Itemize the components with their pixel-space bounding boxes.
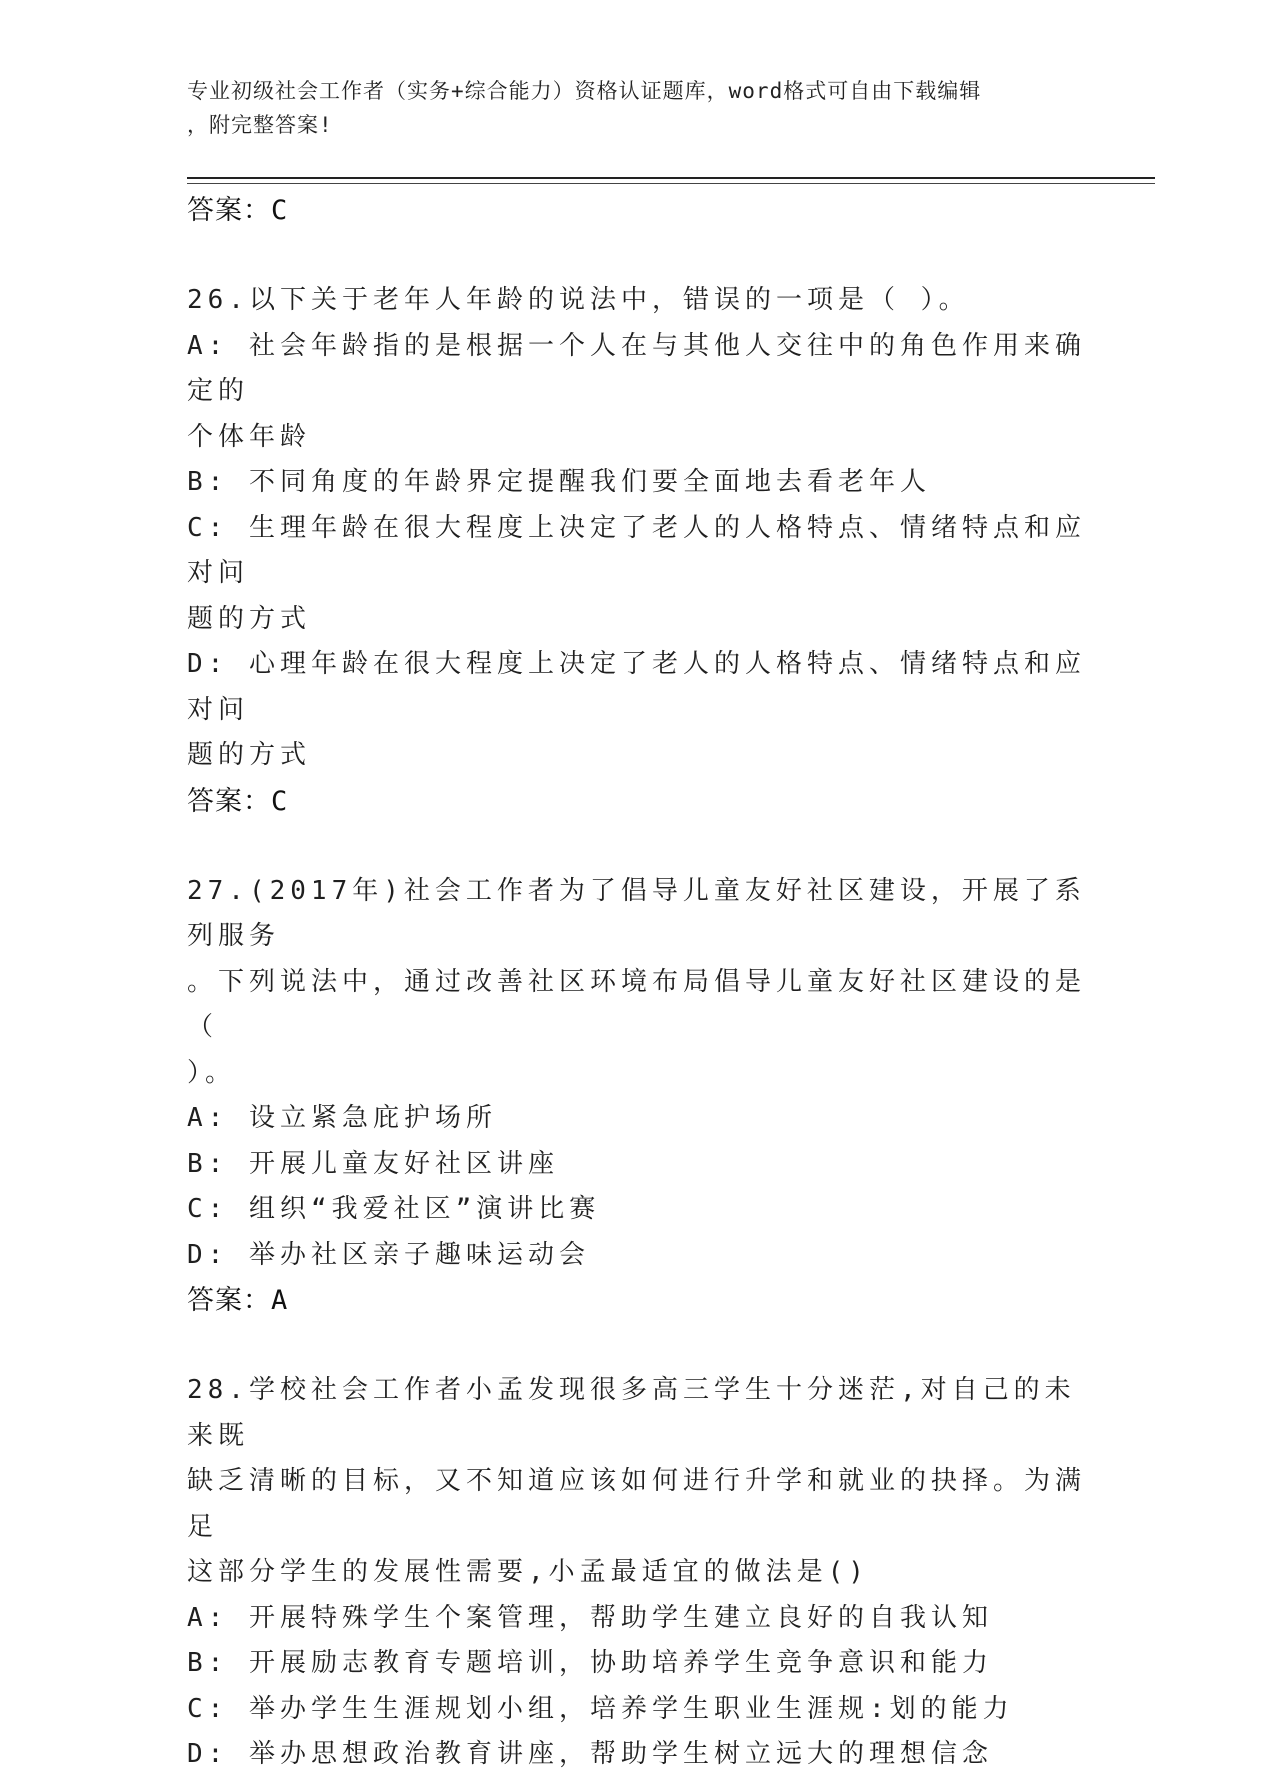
question-28-stem-cont: 缺乏清晰的目标，又不知道应该如何进行升学和就业的抉择。为满足 (187, 1466, 1087, 1542)
header-line-2: ，附完整答案! (187, 113, 333, 137)
question-26 (187, 278, 1087, 825)
previous-answer: 答案：C (187, 195, 289, 226)
question-28-option-a: A: 开展特殊学生个案管理，帮助学生建立良好的自我认知 (187, 1602, 993, 1633)
question-28-option-b: B: 开展励志教育专题培训，协助培养学生竞争意识和能力 (187, 1648, 993, 1678)
question-26-option-d-cont: 题的方式 (187, 740, 312, 770)
header-line-1: 专业初级社会工作者（实务+综合能力）资格认证题库，word格式可自由下载编辑 (187, 79, 982, 103)
question-27-option-c: C: 组织“我爱社区”演讲比赛 (187, 1194, 601, 1224)
question-28-stem-end: 这部分学生的发展性需要,小孟最适宜的做法是() (187, 1557, 869, 1587)
page-header (187, 74, 1087, 142)
question-26-option-a: A: 社会年龄指的是根据一个人在与其他人交往中的角色作用来确定的 (187, 330, 1086, 406)
spacer (187, 234, 1087, 278)
question-26-option-d: D: 心理年龄在很大程度上决定了老人的人格特点、情绪特点和应对问 (187, 649, 1086, 725)
question-26-stem: 26.以下关于老年人年龄的说法中，错误的一项是（ ）。 (187, 285, 970, 315)
question-27-stem: 27.(2017年)社会工作者为了倡导儿童友好社区建设，开展了系列服务 (187, 875, 1086, 951)
question-27-answer: 答案：A (187, 1285, 289, 1316)
question-27 (187, 869, 1087, 1325)
spacer (187, 1324, 1087, 1368)
question-28-option-c: C: 举办学生生涯规划小组，培养学生职业生涯规:划的能力 (187, 1693, 1014, 1724)
question-27-option-d: D: 举办社区亲子趣味运动会 (187, 1239, 590, 1270)
question-content (187, 188, 1087, 1778)
question-28-stem: 28.学校社会工作者小孟发现很多高三学生十分迷茫,对自己的未来既 (187, 1375, 1076, 1451)
header-rule-thick (187, 177, 1155, 179)
question-27-option-a: A: 设立紧急庇护场所 (187, 1103, 497, 1133)
header-rule-thin (187, 183, 1155, 184)
question-26-option-c-cont: 题的方式 (187, 603, 312, 634)
question-26-option-a-cont: 个体年龄 (187, 421, 312, 452)
question-27-option-b: B: 开展儿童友好社区讲座 (187, 1148, 559, 1179)
question-28-option-d: D: 举办思想政治教育讲座，帮助学生树立远大的理想信念 (187, 1739, 993, 1769)
question-26-answer: 答案：C (187, 785, 289, 817)
spacer (187, 825, 1087, 869)
question-27-stem-end: ）。 (187, 1057, 237, 1088)
question-28 (187, 1368, 1087, 1778)
question-26-option-c: C: 生理年龄在很大程度上决定了老人的人格特点、情绪特点和应对问 (187, 512, 1086, 588)
question-27-stem-cont: 。下列说法中，通过改善社区环境布局倡导儿童友好社区建设的是（ (187, 966, 1087, 1042)
question-26-option-b: B: 不同角度的年龄界定提醒我们要全面地去看老年人 (187, 467, 931, 497)
